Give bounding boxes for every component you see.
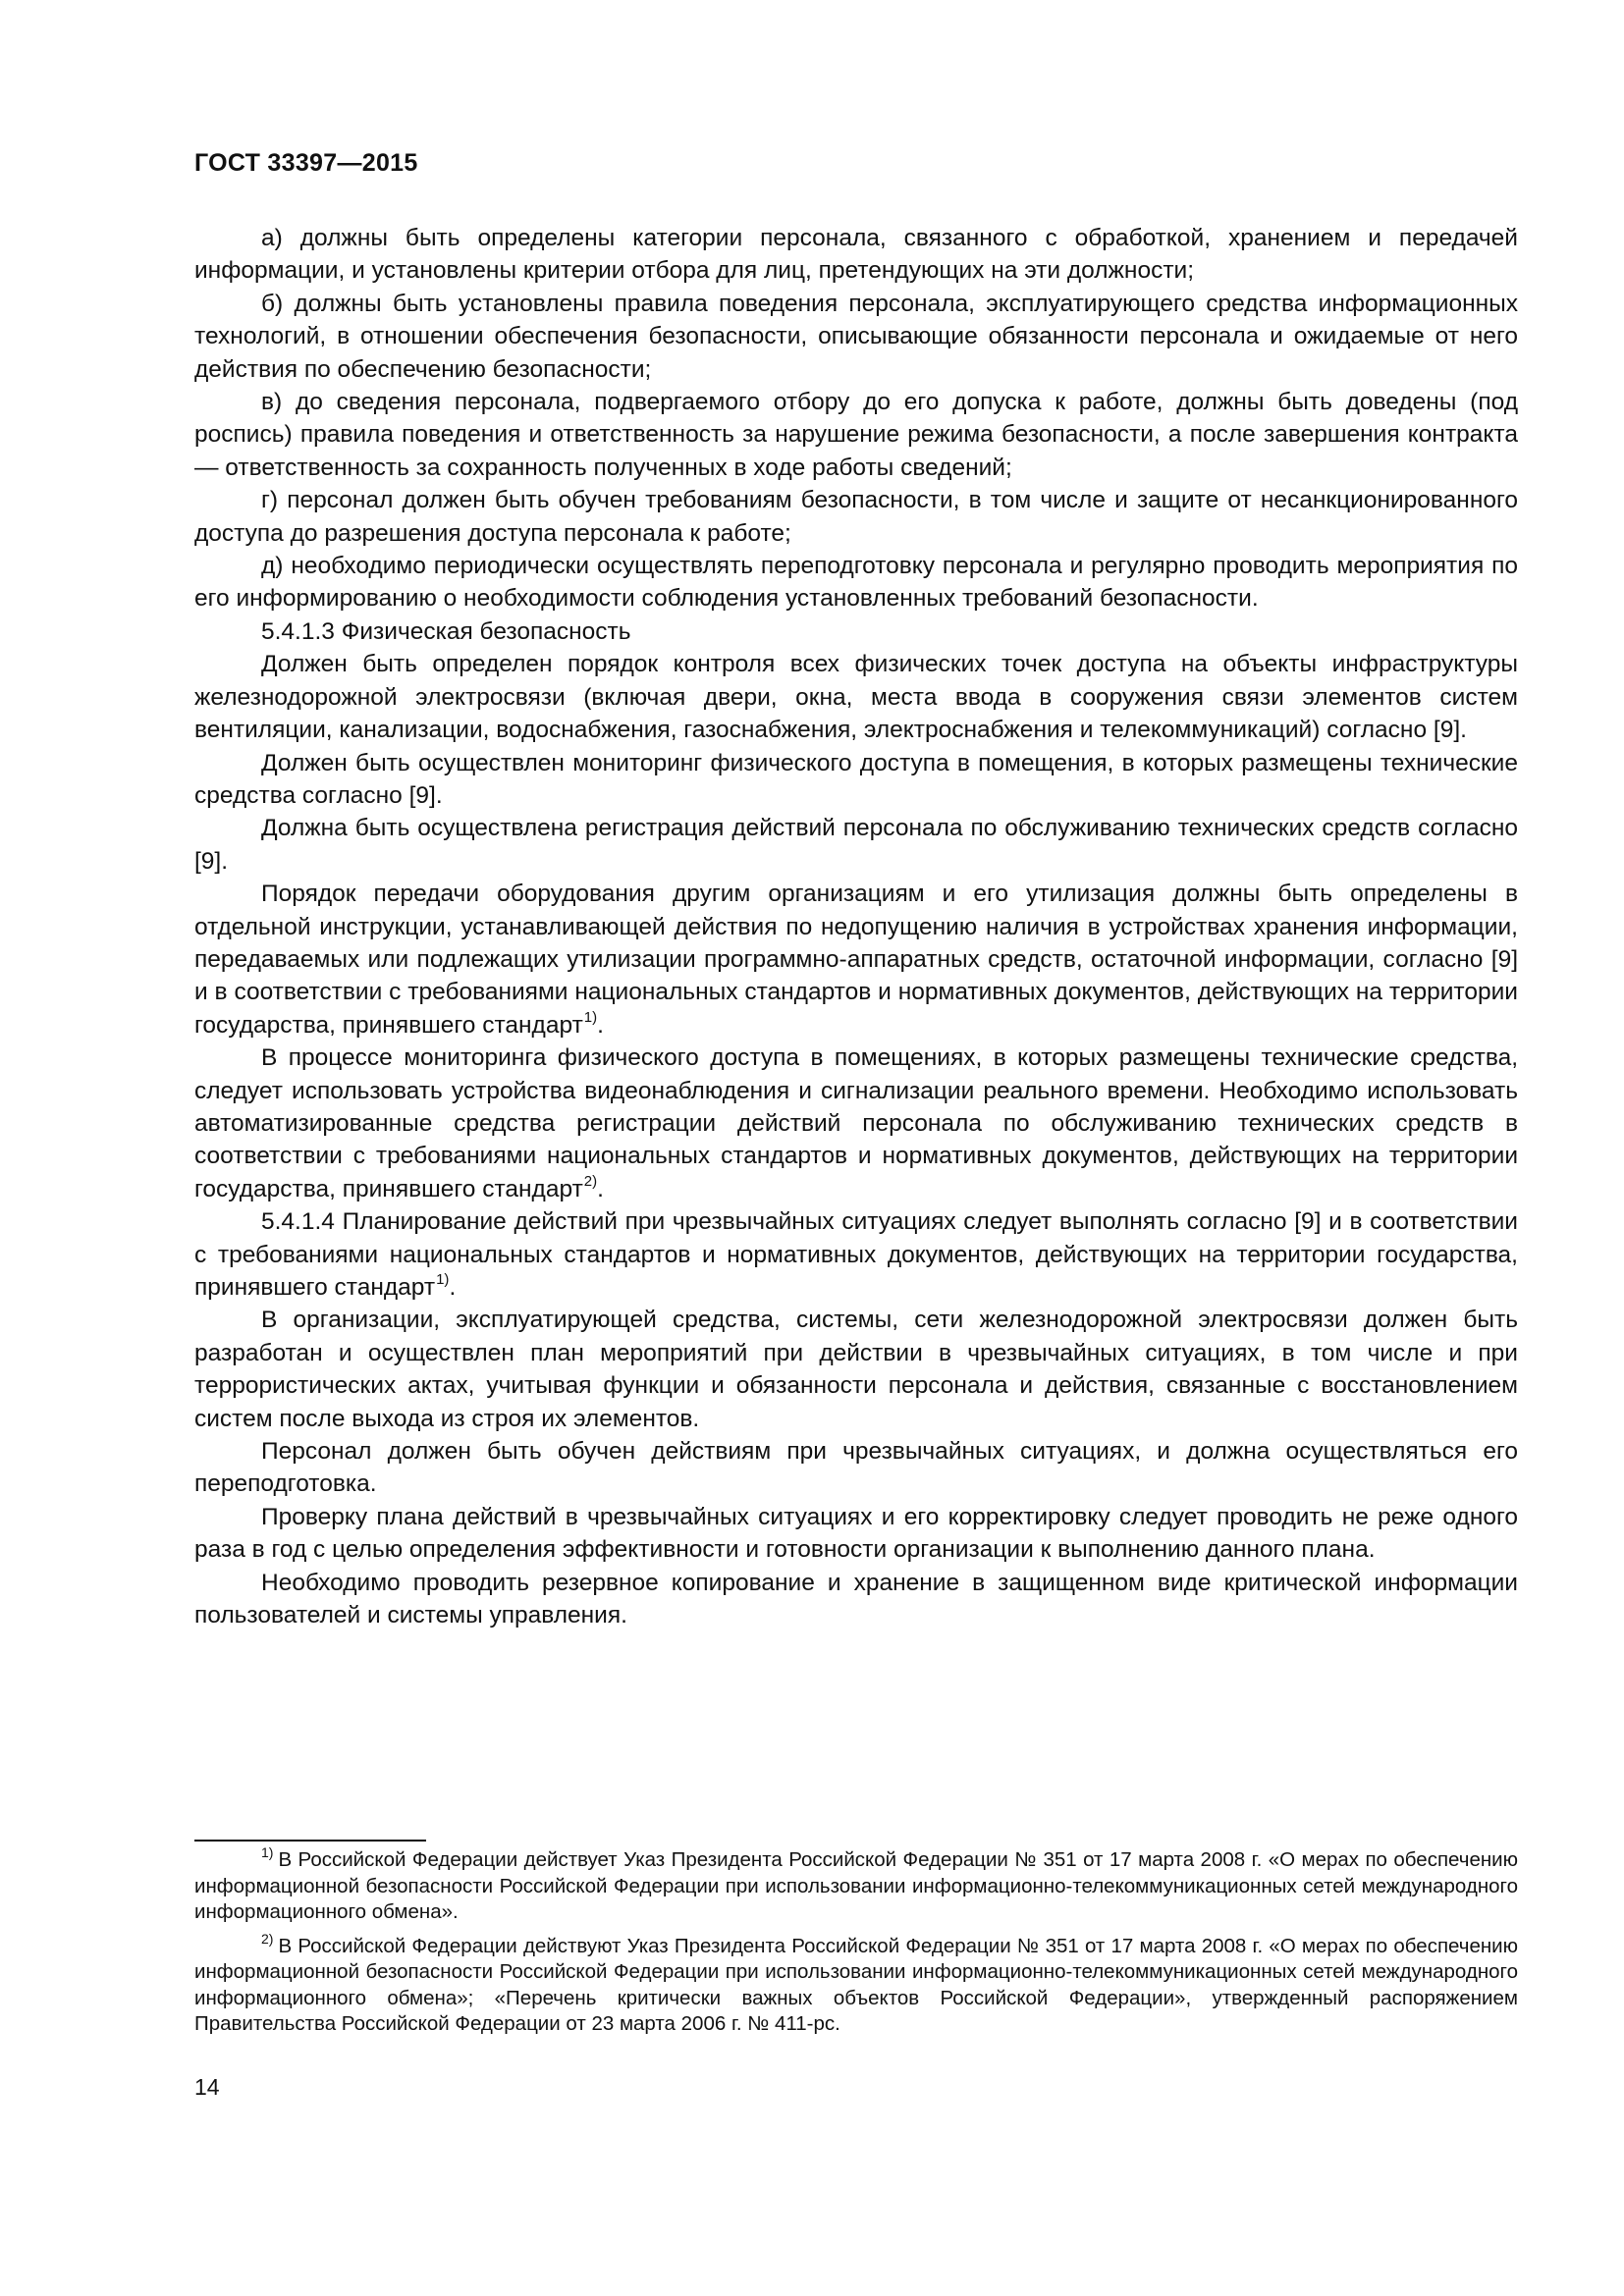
- footnote-separator: [194, 1840, 426, 1842]
- paragraph-video-surveillance-text: В процессе мониторинга физического доступа в помещениях, в которых размещены технические средства, следует использовать устройства видеонаблюдения и сигнализации реального времени. Необходимо использовать автоматизированные средства регистрации действий персонала по обслуживанию технических средств в соответствии с требованиями национальных стандартов и нормативных документов, действующих на территории государства, принявшего стандарт: [194, 1044, 1518, 1202]
- footnote-1: [194, 1844, 1518, 1926]
- paragraph-backup: Необходимо проводить резервное копирование и хранение в защищенном виде критической информации пользователей и системы управления.: [194, 1569, 1518, 1629]
- footnote-2: [194, 1930, 1518, 2038]
- document-code-header: ГОСТ 33397—2015: [194, 149, 418, 177]
- paragraph-equipment-transfer-text: Порядок передачи оборудования другим организациям и его утилизация должны быть определены в отдельной инструкции, устанавливающей действия по недопущению наличия в устройствах хранения информации, передаваемых или подлежащих утилизации программно-аппаратных средств, остаточной информации, согласно [9] и в соответствии с требованиями национальных стандартов и нормативных документов, действующих на территории государства, принявшего стандарт: [194, 881, 1518, 1039]
- list-item-b: б) должны быть установлены правила поведения персонала, эксплуатирующего средства информационных технологий, в отношении обеспечения безопасности, описывающие обязанности персонала и ожидаемые от него действия по обеспечению безопасности;: [194, 290, 1518, 383]
- paragraph-5-4-1-4: 5.4.1.4 Планирование действий при чрезвычайных ситуациях следует выполнять согласно [9] и в соответствии с требованиями национальных стандартов и нормативных документов, действующих на территории государства, принявшего стандарт$^{1)}$.: [194, 1208, 1518, 1301]
- list-item-a: а) должны быть определены категории персонала, связанного с обработкой, хранением и передачей информации, и установлены критерии отбора для лиц, претендующих на эти должности;: [194, 225, 1518, 285]
- document-body: [194, 222, 1518, 1631]
- list-item-v: в) до сведения персонала, подвергаемого отбору до его допуска к работе, должны быть доведены (под роспись) правила поведения и ответственность за нарушение режима безопасности, а после завершения контракта — ответственность за сохранность полученных в ходе работы сведений;: [194, 389, 1518, 481]
- paragraph-registration: Должна быть осуществлена регистрация действий персонала по обслуживанию технических средств согласно [9].: [194, 815, 1518, 875]
- paragraph-monitoring: Должен быть осуществлен мониторинг физического доступа в помещения, в которых размещены технические средства согласно [9].: [194, 749, 1518, 809]
- footnote-2-marker: 2): [261, 1930, 274, 1947]
- footnotes: [194, 1844, 1518, 2046]
- footnote-1-marker: 1): [261, 1844, 274, 1860]
- list-item-d: д) необходимо периодически осуществлять переподготовку персонала и регулярно проводить мероприятия по его информированию о необходимости соблюдения установленных требований безопасности.: [194, 553, 1518, 613]
- paragraph-training: Персонал должен быть обучен действиям при чрезвычайных ситуациях, и должна осуществляться его переподготовка.: [194, 1438, 1518, 1498]
- footnote-2-text: В Российской Федерации действуют Указ Президента Российской Федерации № 351 от 17 марта 2008 г. «О мерах по обеспечению информационной безопасности Российской Федерации при использовании информационно-телекоммуникационных сетей международного информационного обмена»; «Перечень критически важных объектов Российской Федерации», утвержденный распоряжением Правительства Российской Федерации от 23 марта 2006 г. № 411-рс.: [194, 1934, 1518, 2035]
- list-item-g: г) персонал должен быть обучен требованиям безопасности, в том числе и защите от несанкционированного доступа до разрешения доступа персонала к работе;: [194, 487, 1518, 547]
- footnote-reference-2[interactable]: 2): [583, 1172, 598, 1190]
- paragraph-emergency-plan: В организации, эксплуатирующей средства, системы, сети железнодорожной электросвязи должен быть разработан и осуществлен план мероприятий при действии в чрезвычайных ситуациях, в том числе и при террористических актах, учитывая функции и обязанности персонала и действия, связанные с восстановлением систем после выхода из строя их элементов.: [194, 1307, 1518, 1432]
- footnote-reference-1-repeat[interactable]: 1): [436, 1271, 450, 1288]
- paragraph-5-4-1-4-text: 5.4.1.4 Планирование действий при чрезвычайных ситуациях следует выполнять согласно [9] и в соответствии с требованиями национальных стандартов и нормативных документов, действующих на территории государства, принявшего стандарт: [194, 1208, 1518, 1301]
- paragraph-access-points: Должен быть определен порядок контроля всех физических точек доступа на объекты инфраструктуры железнодорожной электросвязи (включая двери, окна, места ввода в сооружения связи элементов систем вентиляции, канализации, водоснабжения, газоснабжения, электроснабжения и телекоммуникаций) согласно [9].: [194, 651, 1518, 744]
- paragraph-plan-check: Проверку плана действий в чрезвычайных ситуациях и его корректировку следует проводить не реже одного раза в год с целью определения эффективности и готовности организации к выполнению данного плана.: [194, 1503, 1518, 1564]
- section-heading-5-4-1-3: 5.4.1.3 Физическая безопасность: [261, 617, 631, 645]
- page-number: 14: [194, 2074, 220, 2100]
- footnote-reference-1[interactable]: 1): [583, 1008, 598, 1026]
- paragraph-equipment-transfer: Порядок передачи оборудования другим организациям и его утилизация должны быть определены в отдельной инструкции, устанавливающей действия по недопущению наличия в устройствах хранения информации, передаваемых или подлежащих утилизации программно-аппаратных средств, остаточной информации, согласно [9] и в соответствии с требованиями национальных стандартов и нормативных документов, действующих на территории государства, принявшего стандарт$^{1)}$.: [194, 881, 1518, 1039]
- footnote-1-text: В Российской Федерации действует Указ Президента Российской Федерации № 351 от 17 марта 2008 г. «О мерах по обеспечению информационной безопасности Российской Федерации при использовании информационно-телекоммуникационных сетей международного информационного обмена».: [194, 1848, 1518, 1923]
- paragraph-video-surveillance: В процессе мониторинга физического доступа в помещениях, в которых размещены технические средства, следует использовать устройства видеонаблюдения и сигнализации реального времени. Необходимо использовать автоматизированные средства регистрации действий персонала по обслуживанию технических средств в соответствии с требованиями национальных стандартов и нормативных документов, действующих на территории государства, принявшего стандарт$^{2)}$.: [194, 1044, 1518, 1202]
